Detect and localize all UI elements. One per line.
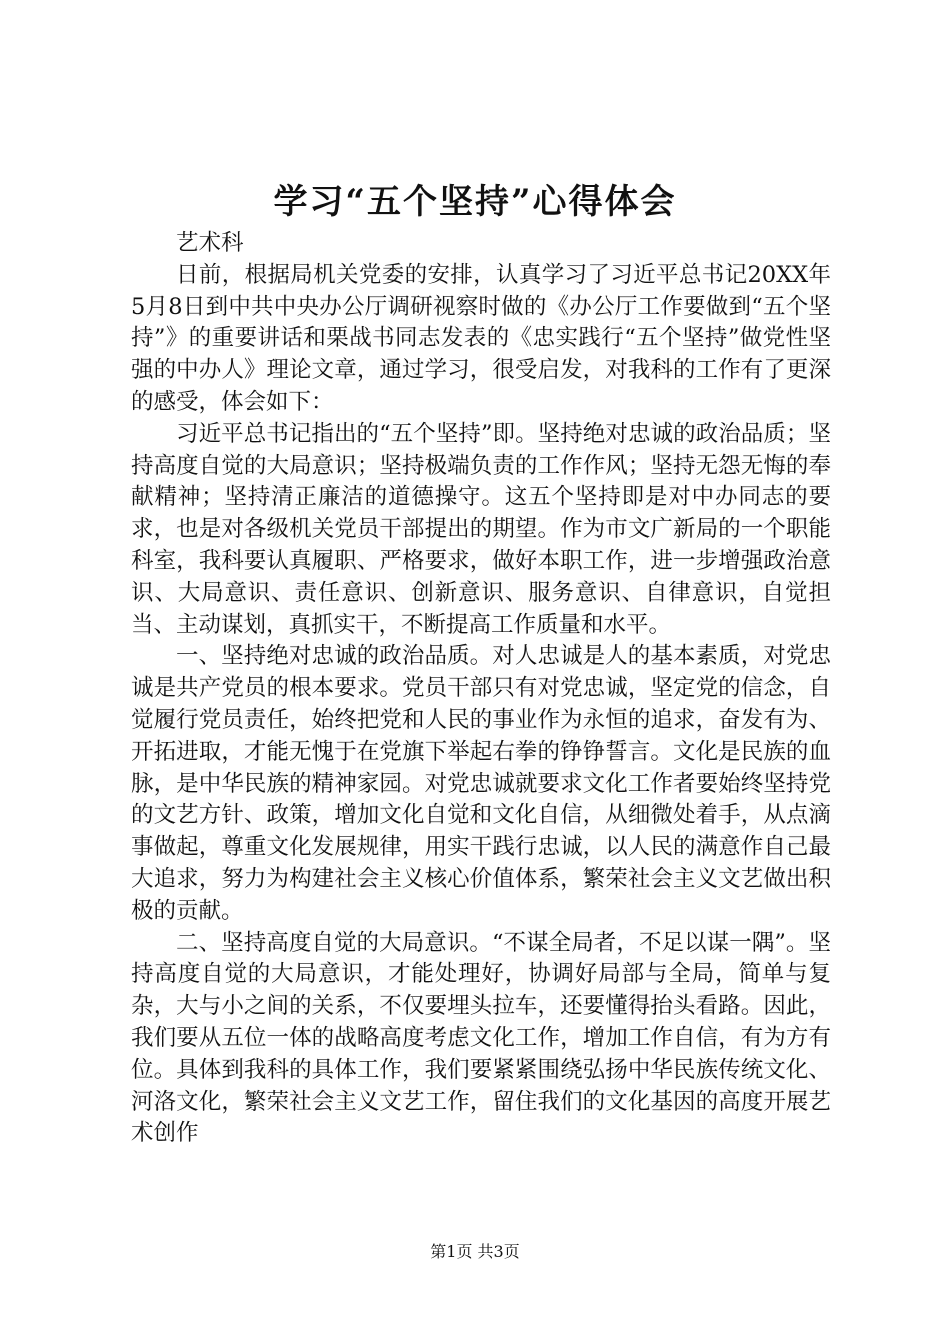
document-title: 学习“五个坚持”心得体会 [273,182,677,222]
paragraph-loyalty: 一、坚持绝对忠诚的政治品质。对人忠诚是人的基本素质，对党忠诚是共产党员的根本要求。党员干部只有对党忠诚，坚定党的信念，自觉履行党员责任，始终把党和人民的事业作为永恒的追求，奋发有为、开拓进取，才能无愧于在党旗下举起右拳的铮铮誓言。文化是民族的血脉，是中华民族的精神家园。对党忠诚就要求文化工作者要始终坚持党的文艺方针、政策，增加文化自觉和文化自信，从细微处着手，从点滴事做起，尊重文化发展规律，用实干践行忠诚，以人民的满意作自己最大追求，努力为构建社会主义核心价值体系，繁荣社会主义文艺做出积极的贡献。 [131,643,831,924]
paragraph-intro: 日前，根据局机关党委的安排，认真学习了习近平总书记20XX年5月8日到中共中央办公厅调研视察时做的《办公厅工作要做到“五个坚持”》的重要讲话和栗战书同志发表的《忠实践行“五个坚持”做党性坚强的中办人》理论文章，通过学习，很受启发，对我科的工作有了更深的感受，体会如下： [131,261,831,415]
document-body [131,228,831,1150]
department-line: 艺术科 [176,230,244,256]
paragraph-big-picture: 二、坚持高度自觉的大局意识。“不谋全局者，不足以谋一隅”。坚持高度自觉的大局意识，才能处理好，协调好局部与全局，简单与复杂，大与小之间的关系，不仅要埋头拉车，还要懂得抬头看路。因此，我们要从五位一体的战略高度考虑文化工作，增加工作自信，有为方有位。具体到我科的具体工作，我们要紧紧围绕弘扬中华民族传统文化、河洛文化，繁荣社会主义文艺工作，留住我们的文化基因的高度开展艺术创作 [131,929,831,1147]
page-number-footer: 第1页 共3页 [430,1242,520,1261]
paragraph-five-principles: 习近平总书记指出的“五个坚持”即。坚持绝对忠诚的政治品质；坚持高度自觉的大局意识；坚持极端负责的工作作风；坚持无怨无悔的奉献精神；坚持清正廉洁的道德操守。这五个坚持即是对中办同志的要求，也是对各级机关党员干部提出的期望。作为市文广新局的一个职能科室，我科要认真履职、严格要求，做好本职工作，进一步增强政治意识、大局意识、责任意识、创新意识、服务意识、自律意识，自觉担当、主动谋划，真抓实干，不断提高工作质量和水平。 [131,420,831,638]
